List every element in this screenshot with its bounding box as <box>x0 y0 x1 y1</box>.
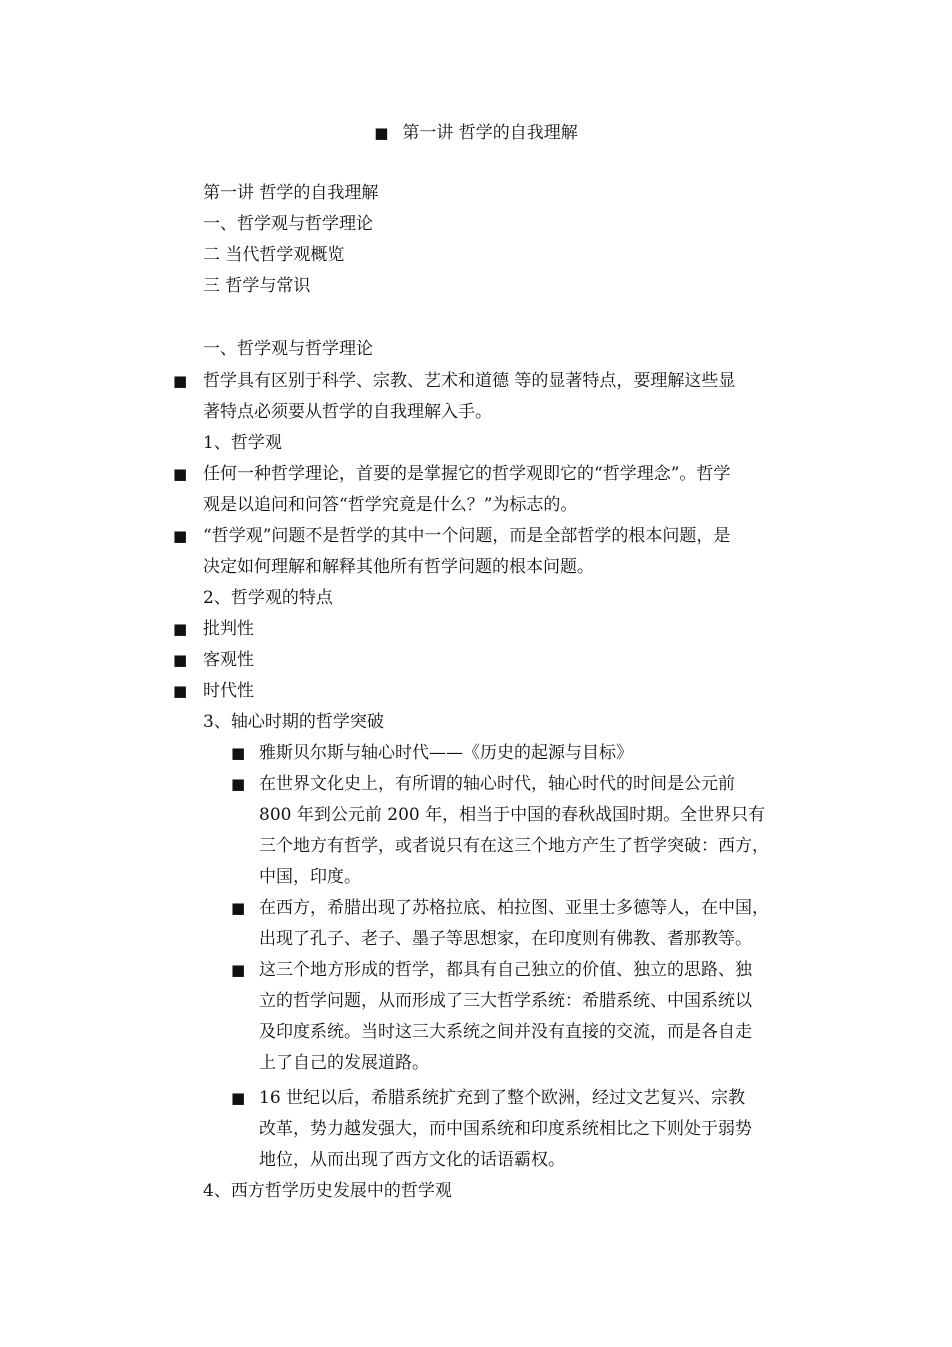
paragraph-line: 地位，从而出现了西方文化的话语霸权。 <box>259 1150 565 1170</box>
toc-item: 一、哲学观与哲学理论 <box>203 214 373 234</box>
paragraph-line: 及印度系统。当时这三大系统之间并没有直接的交流，而是各自走 <box>259 1022 752 1042</box>
paragraph-line: 决定如何理解和解释其他所有哲学问题的根本问题。 <box>203 557 594 577</box>
paragraph-line: 在世界文化史上，有所谓的轴心时代，轴心时代的时间是公元前 <box>259 774 735 794</box>
paragraph-line: 哲学具有区别于科学、宗教、艺术和道德 等的显著特点，要理解这些显 <box>203 371 736 391</box>
trait-item: 批判性 <box>203 619 254 639</box>
page-title <box>0 118 952 149</box>
paragraph-line: 立的哲学问题，从而形成了三大哲学系统：希腊系统、中国系统以 <box>259 991 752 1011</box>
subsection-heading: 3、轴心时期的哲学突破 <box>203 712 384 732</box>
paragraph-line: 上了自己的发展道路。 <box>259 1053 429 1073</box>
bullet-icon: ■ <box>231 899 246 917</box>
paragraph-line: “哲学观”问题不是哲学的其中一个问题，而是全部哲学的根本问题，是 <box>203 526 731 546</box>
toc-item: 二 当代哲学观概览 <box>203 245 345 265</box>
paragraph-line: 16 世纪以后，希腊系统扩充到了整个欧洲，经过文艺复兴、宗教 <box>259 1088 746 1108</box>
paragraph-line: 改革，势力越发强大，而中国系统和印度系统相比之下则处于弱势 <box>259 1119 752 1139</box>
paragraph-line: 雅斯贝尔斯与轴心时代——《历史的起源与目标》 <box>259 743 633 763</box>
section-heading: 一、哲学观与哲学理论 <box>203 339 373 359</box>
subsection-heading: 4、西方哲学历史发展中的哲学观 <box>203 1181 452 1201</box>
bullet-icon: ■ <box>231 775 246 793</box>
paragraph-line: 800 年到公元前 200 年，相当于中国的春秋战国时期。全世界只有 <box>259 805 766 825</box>
toc-item: 三 哲学与常识 <box>203 276 311 296</box>
bullet-icon: ■ <box>173 527 188 545</box>
title-bullet-icon: ■ <box>374 124 389 142</box>
paragraph-line: 著特点必须要从哲学的自我理解入手。 <box>203 402 492 422</box>
bullet-icon: ■ <box>173 620 188 638</box>
paragraph-line: 这三个地方形成的哲学，都具有自己独立的价值、独立的思路、独 <box>259 960 752 980</box>
title-text: 第一讲 哲学的自我理解 <box>402 123 578 143</box>
subsection-heading: 1、哲学观 <box>203 433 282 453</box>
trait-item: 时代性 <box>203 681 254 701</box>
paragraph-line: 中国，印度。 <box>259 867 361 887</box>
paragraph-line: 出现了孔子、老子、墨子等思想家，在印度则有佛教、耆那教等。 <box>259 929 752 949</box>
paragraph-line: 三个地方有哲学，或者说只有在这三个地方产生了哲学突破：西方， <box>259 836 769 856</box>
bullet-icon: ■ <box>231 744 246 762</box>
bullet-icon: ■ <box>231 1089 246 1107</box>
trait-item: 客观性 <box>203 650 254 670</box>
toc-item: 第一讲 哲学的自我理解 <box>203 183 379 203</box>
bullet-icon: ■ <box>173 372 188 390</box>
bullet-icon: ■ <box>173 651 188 669</box>
bullet-icon: ■ <box>173 682 188 700</box>
paragraph-line: 观是以追问和问答“哲学究竟是什么？”为标志的。 <box>203 495 578 515</box>
paragraph-line: 在西方，希腊出现了苏格拉底、柏拉图、亚里士多德等人，在中国， <box>259 898 769 918</box>
paragraph-line: 任何一种哲学理论，首要的是掌握它的哲学观即它的“哲学理念”。哲学 <box>203 464 731 484</box>
bullet-icon: ■ <box>173 465 188 483</box>
bullet-icon: ■ <box>231 961 246 979</box>
subsection-heading: 2、哲学观的特点 <box>203 588 333 608</box>
